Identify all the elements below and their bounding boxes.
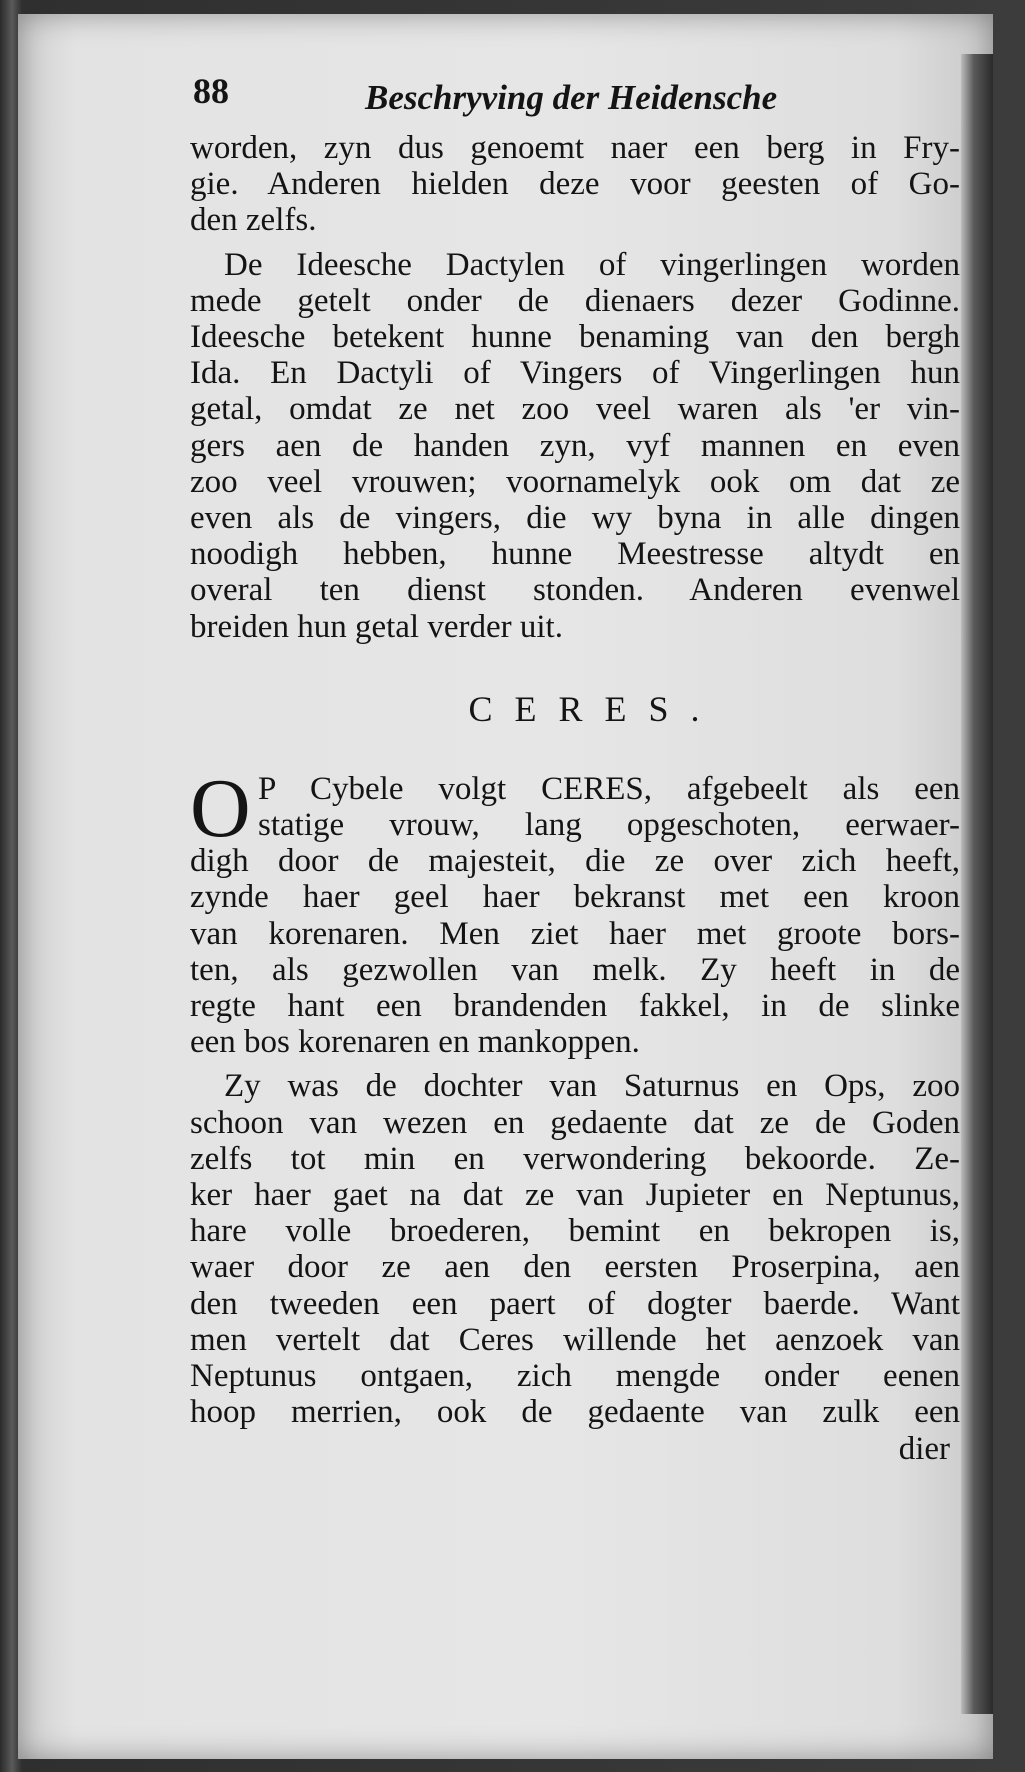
text-line: den tweeden een paert of dogter baerde. Want xyxy=(190,1285,960,1322)
page-text xyxy=(190,60,960,1467)
text-line: ker haer gaet na dat ze van Jupieter en Neptunus, xyxy=(190,1177,960,1214)
section-heading: CERES. xyxy=(468,688,722,729)
text-line: regte hant een brandenden fakkel, in de slinke xyxy=(190,988,960,1025)
text-line: Zy was de dochter van Saturnus en Ops, zoo xyxy=(224,1068,960,1105)
text-line: Neptunus ontgaen, zich mengde onder eenen xyxy=(190,1358,960,1395)
running-title: Beschryving der Heidensche xyxy=(365,78,778,117)
text-line: Ideesche betekent hunne benaming van den bergh xyxy=(190,319,960,356)
text-line: mede getelt onder de dienaers dezer Godinne. xyxy=(190,282,960,319)
text-line: hoop merrien, ook de gedaente van zulk een xyxy=(190,1394,960,1431)
text-line: getal, omdat ze net zoo veel waren als 'er vin- xyxy=(190,391,960,428)
catchword: dier xyxy=(898,1430,950,1467)
text-line: zynde haer geel haer bekranst met een kroon xyxy=(190,879,960,916)
text-line: overal ten dienst stonden. Anderen evenwel xyxy=(190,572,960,609)
page-number: 88 xyxy=(193,71,229,111)
text-line: noodigh hebben, hunne Meestresse altydt en xyxy=(190,536,960,573)
text-line: even als de vingers, die wy byna in alle dingen xyxy=(190,500,960,537)
paragraph-ceres-2 xyxy=(190,1068,960,1430)
text-line: van korenaren. Men ziet haer met groote bors- xyxy=(190,915,960,952)
text-line: zelfs tot min en verwondering bekoorde. Ze- xyxy=(190,1140,960,1177)
text-line: breiden hun getal verder uit. xyxy=(190,608,563,645)
text-line: statige vrouw, lang opgeschoten, eerwaer- xyxy=(258,807,960,844)
paragraph-2 xyxy=(190,247,960,645)
text-line: waer door ze aen den eersten Proserpina, aen xyxy=(190,1249,960,1286)
text-line: schoon van wezen en gedaente dat ze de Goden xyxy=(190,1104,960,1141)
text-line: gie. Anderen hielden deze voor geesten of Go- xyxy=(190,166,960,203)
text-line: zoo veel vrouwen; voornamelyk ook om dat ze xyxy=(190,463,960,500)
text-line: gers aen de handen zyn, vyf mannen en even xyxy=(190,427,960,464)
running-header xyxy=(190,60,960,130)
paragraph-1 xyxy=(190,130,960,239)
text-line: ten, als gezwollen van melk. Zy heeft in de xyxy=(190,951,960,988)
text-line: P Cybele volgt CERES, afgebeelt als een xyxy=(258,770,960,807)
drop-cap: O xyxy=(190,761,251,855)
text-line: men vertelt dat Ceres willende het aenzoek van xyxy=(190,1321,960,1358)
text-line: De Ideesche Dactylen of vingerlingen worden xyxy=(224,246,960,283)
page-edge-shadow xyxy=(961,54,993,1714)
text-line: worden, zyn dus genoemt naer een berg in Fry- xyxy=(190,130,960,166)
text-line: den zelfs. xyxy=(190,202,317,239)
paragraph-ceres-1 xyxy=(190,761,960,1061)
text-line: hare volle broederen, bemint en bekropen is, xyxy=(190,1213,960,1250)
text-line: Ida. En Dactyli of Vingers of Vingerlingen hun xyxy=(190,355,960,392)
text-line: digh door de majesteit, die ze over zich heeft, xyxy=(190,843,960,880)
text-line: een bos korenaren en mankoppen. xyxy=(190,1024,640,1061)
